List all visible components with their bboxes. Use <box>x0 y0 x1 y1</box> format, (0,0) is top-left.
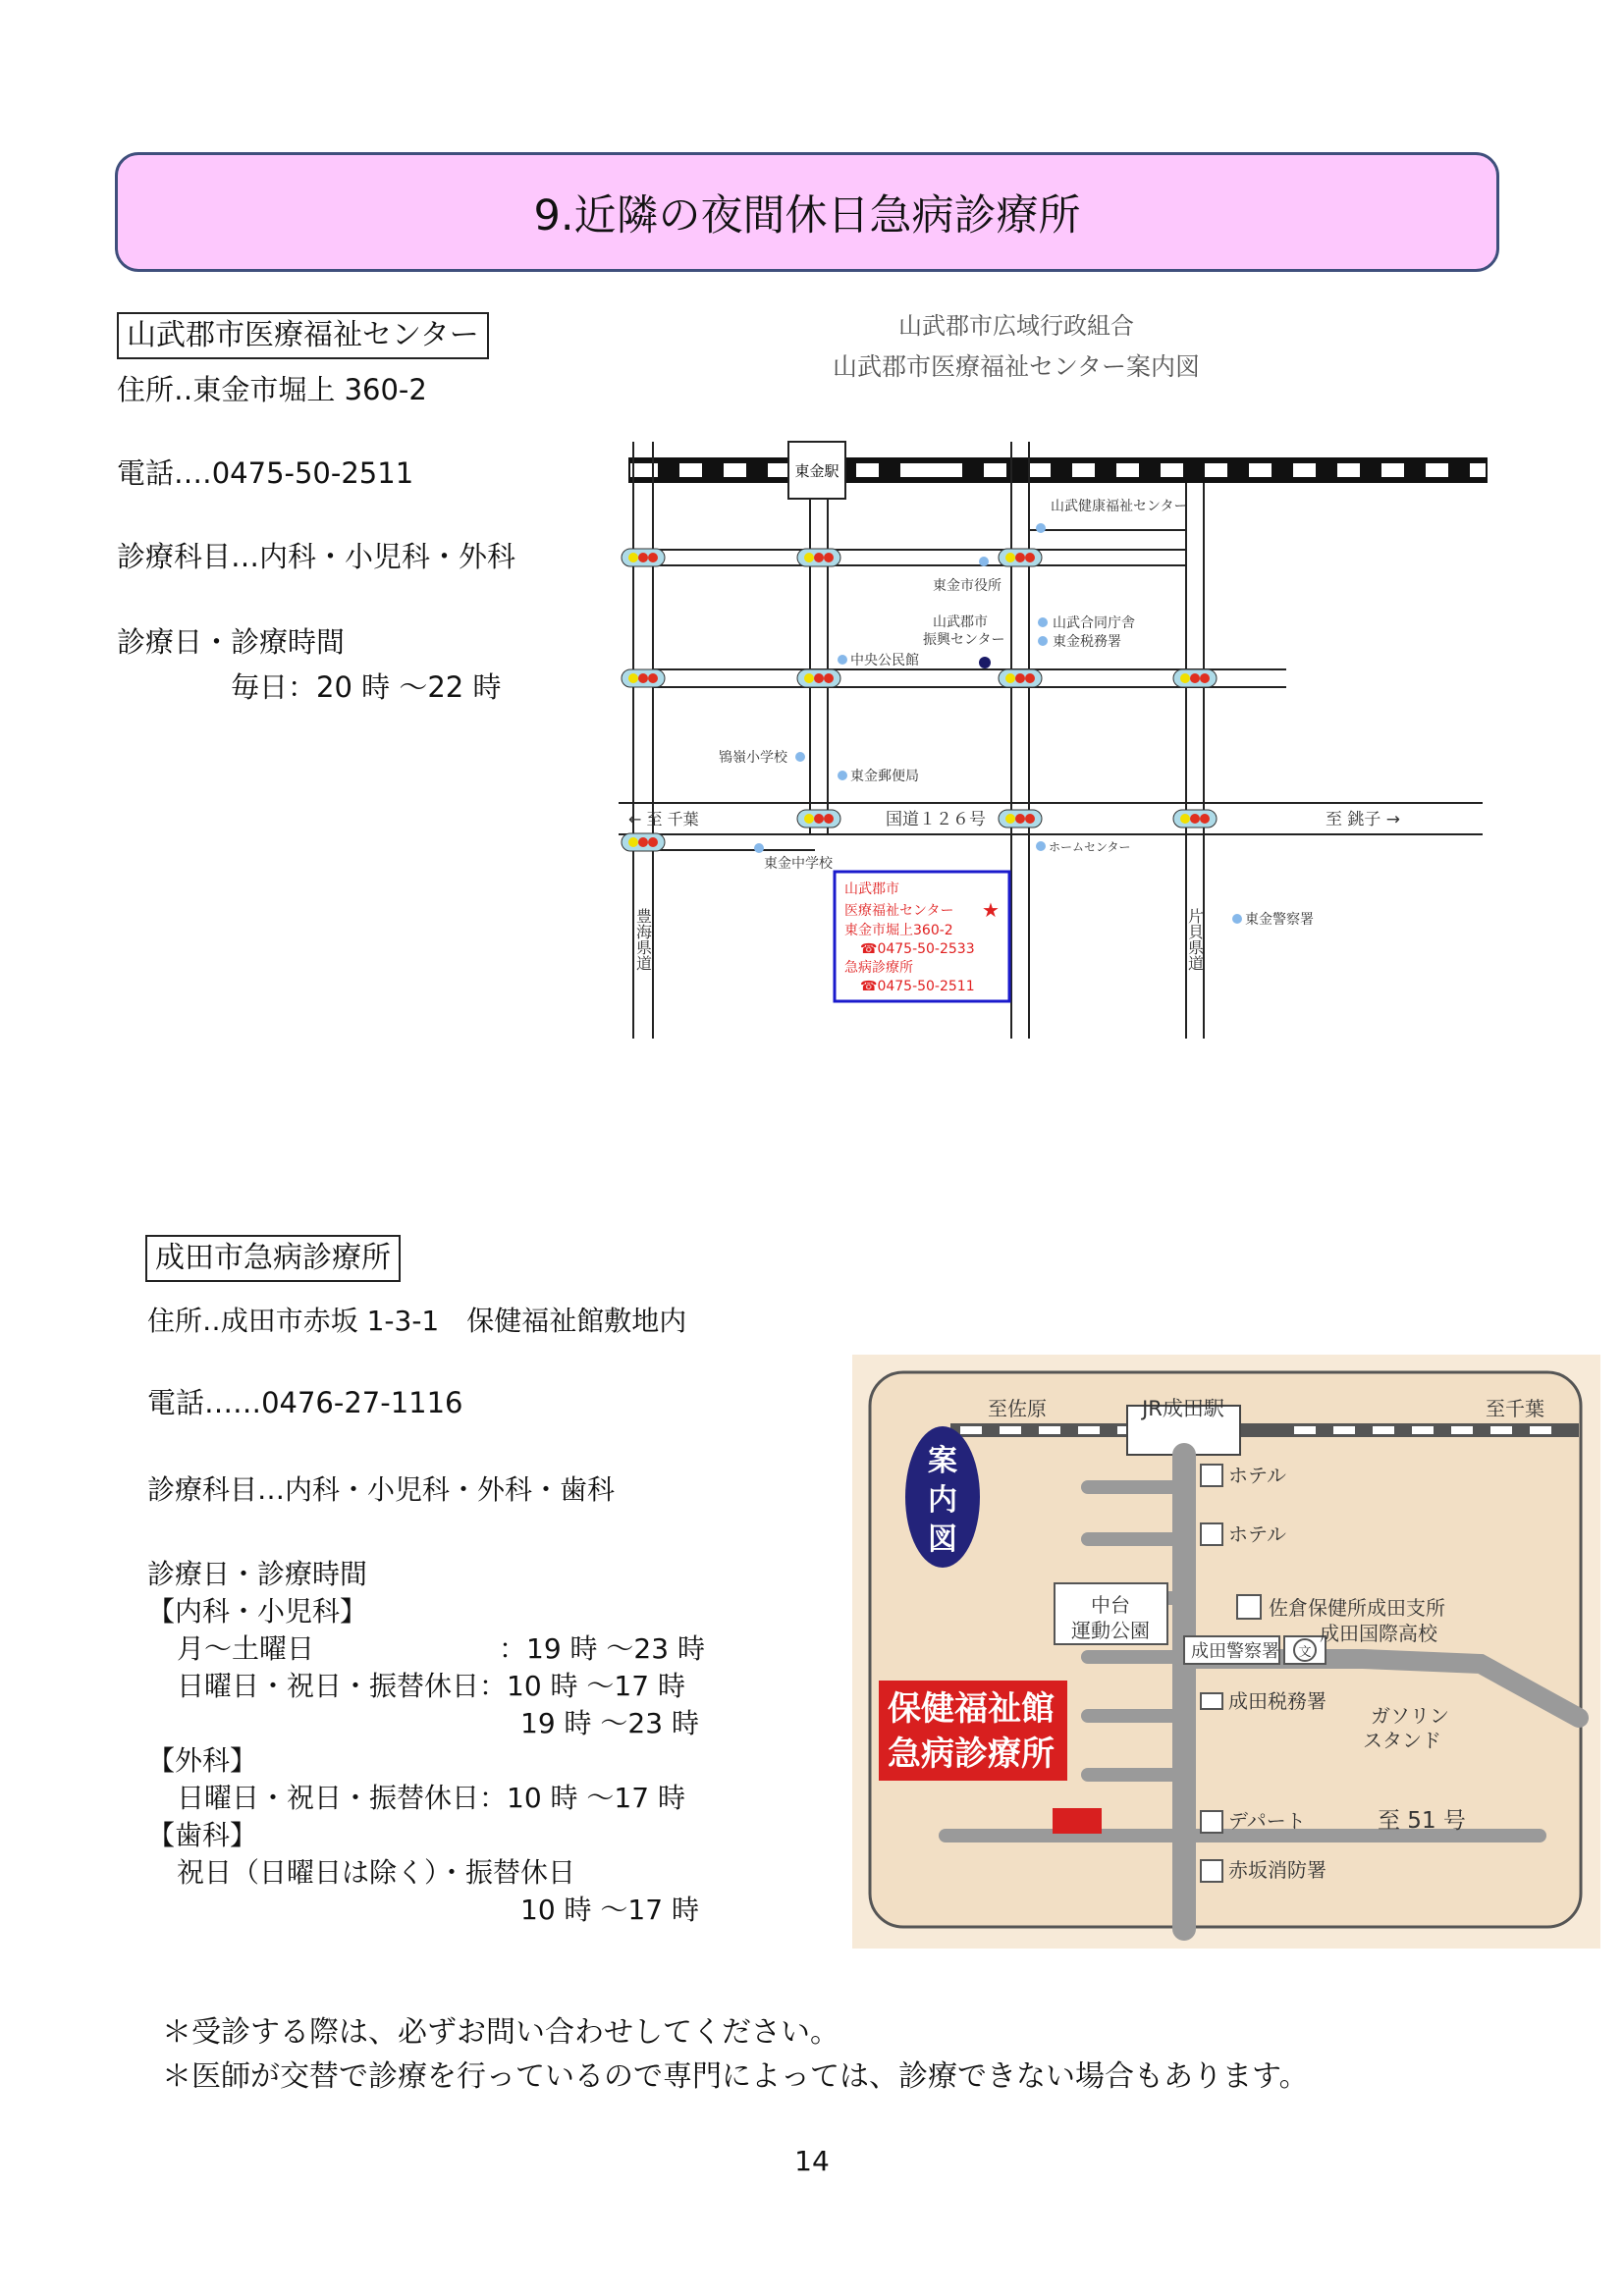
narita-schedule-5: 【外科】 <box>147 1744 258 1777</box>
police-label: 東金警察署 <box>1245 912 1314 928</box>
to-chiba-label-2: 至千葉 <box>1486 1397 1544 1420</box>
narita-schedule-7: 【歯科】 <box>147 1819 258 1851</box>
city-hall-label: 東金市役所 <box>933 578 1001 594</box>
fire-station-label: 赤坂消防署 <box>1228 1858 1326 1882</box>
pref-road-left-label: 豊海県道 <box>633 908 653 971</box>
narita-hours-label: 診療日・診療時間 <box>147 1558 368 1590</box>
station-label: 東金駅 <box>794 462 839 480</box>
park-label-1: 中台 <box>1091 1593 1130 1617</box>
clinic-location-marker <box>1053 1808 1102 1834</box>
note-2: ＊医師が交替で診療を行っているので専門によっては、診療できない場合もあります。 <box>162 2059 1309 2094</box>
health-center-label: 山武健康福祉センター <box>1051 499 1188 514</box>
narita-heading: 成田市急病診療所 <box>145 1235 401 1282</box>
tax-office-label: 東金税務署 <box>1053 634 1121 650</box>
to-chiba-label: ← 至 千葉 <box>628 810 699 828</box>
guide-char-1: 案 <box>928 1444 957 1478</box>
sanbu-hours: 毎日：20 時 ～22 時 <box>231 670 502 704</box>
home-center-label: ホームセンター <box>1049 840 1131 854</box>
sanbu-map <box>619 304 1502 1041</box>
box-line5: 急病診療所 <box>844 960 913 976</box>
narita-schedule-2a: 月～土曜日 <box>177 1632 315 1665</box>
guide-char-2: 内 <box>928 1483 957 1518</box>
junior-high-label: 東金中学校 <box>764 856 833 872</box>
sanbu-phone: 電話‥‥0475-50-2511 <box>117 456 414 490</box>
school-mark: 文 <box>1298 1645 1312 1660</box>
gas-label-2: スタンド <box>1363 1729 1441 1752</box>
health-branch-label: 佐倉保健所成田支所 <box>1269 1596 1445 1620</box>
clinic-label-2: 急病診療所 <box>888 1735 1055 1774</box>
sanbu-departments: 診療科目…内科・小児科・外科 <box>117 540 516 573</box>
sanbu-hours-label: 診療日・診療時間 <box>117 625 346 659</box>
elementary-label: 鴇嶺小学校 <box>719 750 787 766</box>
gas-label-1: ガソリン <box>1371 1704 1449 1728</box>
promotion-center-label2: 振興センター <box>923 632 1005 648</box>
box-line1: 山武郡市 <box>844 881 899 897</box>
sanbu-address: 住所‥東金市堀上 360-2 <box>117 373 427 406</box>
traffic-lights <box>622 549 1217 851</box>
page-title: 9.近隣の夜間休日急病診療所 <box>115 152 1499 272</box>
sanbu-map-title1: 山武郡市広域行政組合 <box>898 312 1134 340</box>
to-sawara-label: 至佐原 <box>988 1397 1047 1420</box>
clinic-label-1: 保健福祉館 <box>888 1689 1055 1729</box>
narita-schedule-6: 日曜日・祝日・振替休日：10 時 ～17 時 <box>177 1782 685 1814</box>
box-line6: ☎0475-50-2511 <box>860 979 975 994</box>
promotion-center-label1: 山武郡市 <box>933 614 988 630</box>
dept-store-label: デパート <box>1228 1809 1306 1833</box>
sanbu-heading: 山武郡市医療福祉センター <box>117 312 489 359</box>
narita-schedule-9: 10 時 ～17 時 <box>520 1894 699 1926</box>
high-school-label: 成田国際高校 <box>1320 1622 1437 1645</box>
route51-label: 至 51 号 <box>1378 1808 1466 1834</box>
note-1: ＊受診する際は、必ずお問い合わせしてください。 <box>162 2015 839 2050</box>
railway <box>628 457 1488 483</box>
to-choshi-label: 至 銚子 → <box>1326 810 1401 829</box>
post-office-label: 東金郵便局 <box>850 769 919 784</box>
sanbu-map-title2: 山武郡市医療福祉センター案内図 <box>832 352 1201 381</box>
narita-police-label: 成田警察署 <box>1191 1641 1279 1662</box>
box-line2: 医療福祉センター <box>844 903 954 919</box>
narita-schedule-8: 祝日（日曜日は除く）・振替休日 <box>177 1856 576 1889</box>
community-hall-label: 中央公民館 <box>850 653 919 668</box>
narita-schedule-2b: ：19 時 ～23 時 <box>499 1632 705 1665</box>
box-line3: 東金市堀上360-2 <box>844 923 953 938</box>
narita-departments: 診療科目…内科・小児科・外科・歯科 <box>147 1473 616 1506</box>
star-icon: ★ <box>982 898 1000 922</box>
route-label: 国道１２６号 <box>886 810 986 829</box>
narita-station-label: JR成田駅 <box>1142 1397 1224 1420</box>
road-grid <box>619 442 1483 1039</box>
guide-char-3: 図 <box>928 1522 957 1557</box>
hotel-2-label: ホテル <box>1228 1522 1286 1546</box>
page-number: 14 <box>794 2145 830 2177</box>
promotion-center-dot <box>979 657 991 668</box>
narita-address: 住所‥成田市赤坂 1-3-1 保健福祉館敷地内 <box>147 1305 687 1337</box>
narita-schedule-1: 【内科・小児科】 <box>147 1595 368 1628</box>
narita-schedule-4: 19 時 ～23 時 <box>520 1707 699 1739</box>
narita-map <box>852 1355 1600 1949</box>
narita-railway <box>950 1423 1579 1437</box>
box-line4: ☎0475-50-2533 <box>860 941 975 957</box>
narita-tax-office-label: 成田税務署 <box>1228 1689 1326 1713</box>
hotel-1-label: ホテル <box>1228 1464 1286 1487</box>
narita-phone: 電話‥‥‥0476-27-1116 <box>147 1386 463 1419</box>
narita-schedule-3: 日曜日・祝日・振替休日：10 時 ～17 時 <box>177 1670 685 1702</box>
park-label-2: 運動公園 <box>1071 1619 1150 1642</box>
joint-office-label: 山武合同庁舎 <box>1053 615 1135 631</box>
pref-road-right-label: 片貝県道 <box>1185 908 1205 971</box>
